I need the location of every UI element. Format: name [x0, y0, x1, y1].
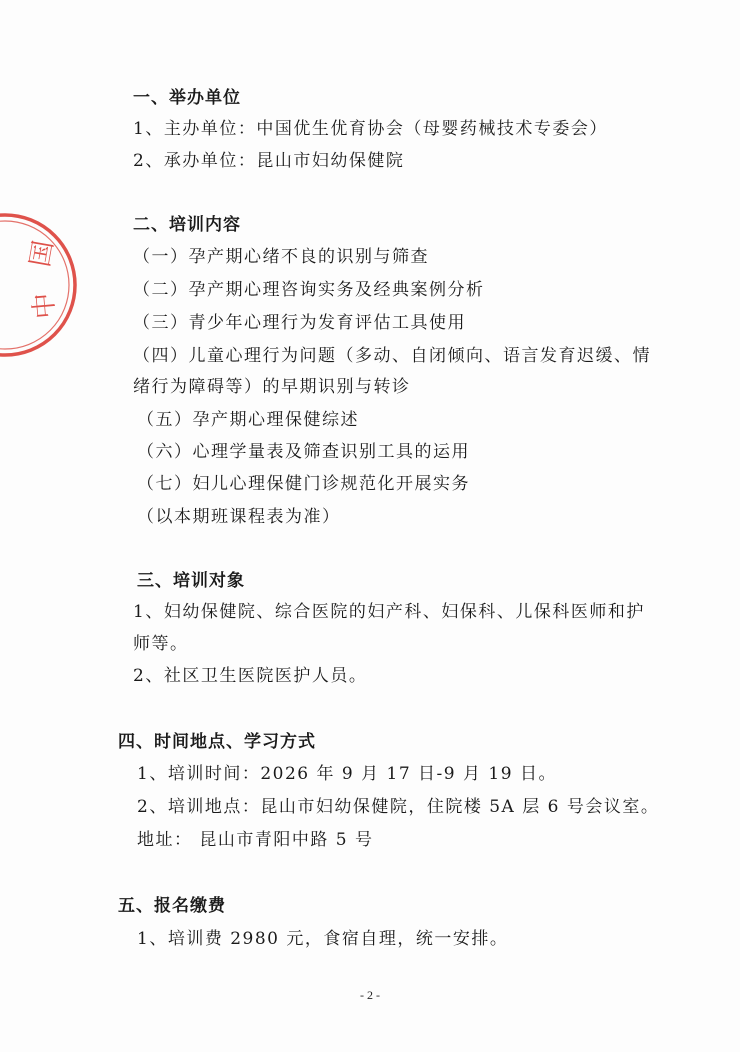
content-item: （三）青少年心理行为发育评估工具使用 [133, 313, 466, 333]
red-seal-stamp [0, 210, 80, 360]
fee-line: 1、培训费 2980 元，食宿自理，统一安排。 [137, 929, 509, 949]
audience-line-continuation: 师等。 [133, 634, 189, 654]
section-heading-registration: 五、报名缴费 [118, 896, 226, 916]
page-number: - 2 - [360, 988, 380, 1002]
organizer-line: 2、承办单位：昆山市妇幼保健院 [133, 151, 405, 171]
content-item-continuation: 绪行为障碍等）的早期识别与转诊 [133, 377, 411, 397]
content-item: （二）孕产期心理咨询实务及经典案例分析 [133, 280, 485, 300]
audience-line: 2、社区卫生医院医护人员。 [133, 666, 368, 686]
place-line: 2、培训地点：昆山市妇幼保健院，住院楼 5A 层 6 号会议室。 [137, 797, 660, 817]
content-item: （七）妇儿心理保健门诊规范化开展实务 [137, 474, 470, 494]
content-note: （以本期班课程表为准） [137, 507, 341, 527]
content-item: （一）孕产期心绪不良的识别与筛查 [133, 247, 429, 267]
section-heading-content: 二、培训内容 [133, 215, 241, 235]
organizer-line: 1、主办单位：中国优生优育协会（母婴药械技术专委会） [133, 119, 608, 139]
time-line: 1、培训时间：2026 年 9 月 17 日-9 月 19 日。 [137, 764, 557, 784]
audience-line: 1、妇幼保健院、综合医院的妇产科、妇保科、儿保科医师和护 [133, 602, 645, 622]
svg-text:中: 中 [28, 291, 61, 321]
address-line: 地址： 昆山市青阳中路 5 号 [137, 830, 374, 850]
content-item: （六）心理学量表及筛查识别工具的运用 [137, 442, 470, 462]
svg-text:国: 国 [25, 238, 60, 270]
section-heading-time-place: 四、时间地点、学习方式 [118, 732, 316, 752]
section-heading-audience: 三、培训对象 [137, 571, 245, 591]
content-item: （四）儿童心理行为问题（多动、自闭倾向、语言发育迟缓、情 [133, 346, 651, 366]
section-heading-organizer: 一、举办单位 [133, 88, 241, 108]
content-item: （五）孕产期心理保健综述 [137, 410, 359, 430]
